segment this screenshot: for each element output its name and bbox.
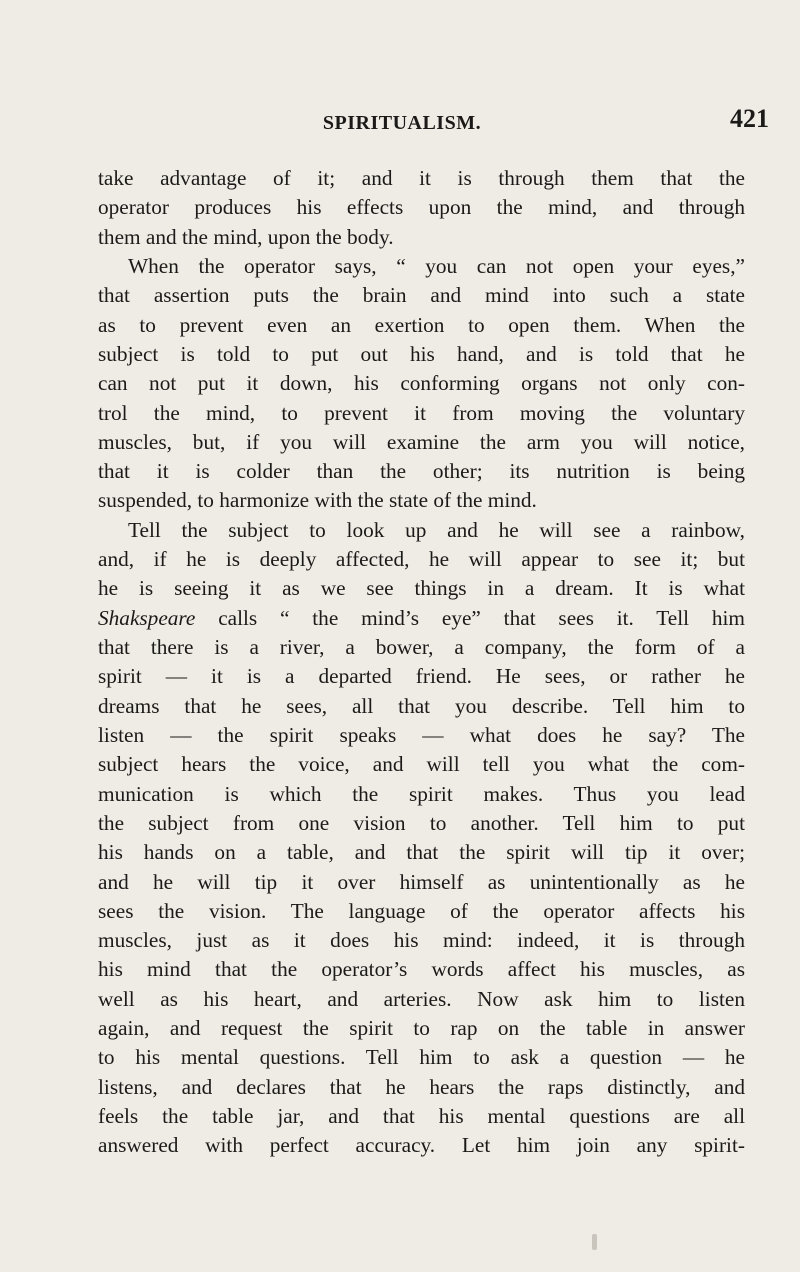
text-line: he is seeing it as we see things in a dream. It is what bbox=[98, 576, 745, 601]
text-line-rest: calls “ the mind’s eye” that sees it. Tell him bbox=[195, 605, 745, 630]
text-line: trol the mind, to prevent it from moving the voluntary bbox=[98, 400, 745, 425]
text-line: his mind that the operator’s words affect his muscles, as bbox=[98, 957, 745, 982]
text-line: that assertion puts the brain and mind into such a state bbox=[98, 283, 745, 308]
text-line: and, if he is deeply affected, he will appear to see it; but bbox=[98, 547, 745, 572]
text-line: and he will tip it over himself as unintentionally as he bbox=[98, 869, 745, 894]
text-line: subject is told to put out his hand, and is told that he bbox=[98, 341, 745, 366]
text-line: suspended, to harmonize with the state of the mind. bbox=[98, 488, 537, 513]
text-line-with-italic bbox=[98, 604, 745, 633]
text-line: the subject from one vision to another. Tell him to put bbox=[98, 810, 745, 835]
paper-blemish bbox=[592, 1234, 597, 1250]
text-line: sees the vision. The language of the operator affects his bbox=[98, 898, 745, 923]
text-line: subject hears the voice, and will tell you what the com- bbox=[98, 752, 745, 777]
body-text bbox=[98, 164, 745, 1161]
text-line: as to prevent even an exertion to open them. When the bbox=[98, 312, 745, 337]
text-line: spirit — it is a departed friend. He sees, or rather he bbox=[98, 664, 745, 689]
text-line: munication is which the spirit makes. Thus you lead bbox=[98, 781, 745, 806]
text-line: can not put it down, his conforming organs not only con- bbox=[98, 371, 745, 396]
italic-name: Shakspeare bbox=[98, 605, 196, 630]
running-title: SPIRITUALISM. bbox=[322, 112, 482, 134]
page-number: 421 bbox=[730, 104, 769, 133]
text-line: answered with perfect accuracy. Let him join any spirit- bbox=[98, 1133, 745, 1158]
text-line: them and the mind, upon the body. bbox=[98, 224, 394, 249]
text-line: muscles, just as it does his mind: indeed, it is through bbox=[98, 928, 745, 953]
text-line: to his mental questions. Tell him to ask a question — he bbox=[98, 1045, 745, 1070]
text-line: Tell the subject to look up and he will see a rainbow, bbox=[128, 517, 745, 542]
text-line: dreams that he sees, all that you describe. Tell him to bbox=[98, 693, 745, 718]
text-line: that it is colder than the other; its nutrition is being bbox=[98, 459, 745, 484]
text-line: listens, and declares that he hears the raps distinctly, and bbox=[98, 1074, 745, 1099]
text-line: feels the table jar, and that his mental questions are all bbox=[98, 1104, 745, 1128]
text-line: muscles, but, if you will examine the arm you will notice, bbox=[98, 429, 745, 454]
text-line: again, and request the spirit to rap on the table in answer bbox=[98, 1016, 745, 1041]
text-line: When the operator says, “ you can not open your eyes,” bbox=[128, 253, 745, 278]
text-line: listen — the spirit speaks — what does he say? The bbox=[98, 722, 745, 747]
text-line: that there is a river, a bower, a company, the form of a bbox=[98, 635, 745, 659]
text-line: his hands on a table, and that the spirit will tip it over; bbox=[98, 840, 745, 865]
text-line: operator produces his effects upon the mind, and through bbox=[98, 195, 745, 220]
text-line: well as his heart, and arteries. Now ask him to listen bbox=[98, 986, 745, 1011]
text-line: take advantage of it; and it is through them that the bbox=[98, 166, 745, 190]
